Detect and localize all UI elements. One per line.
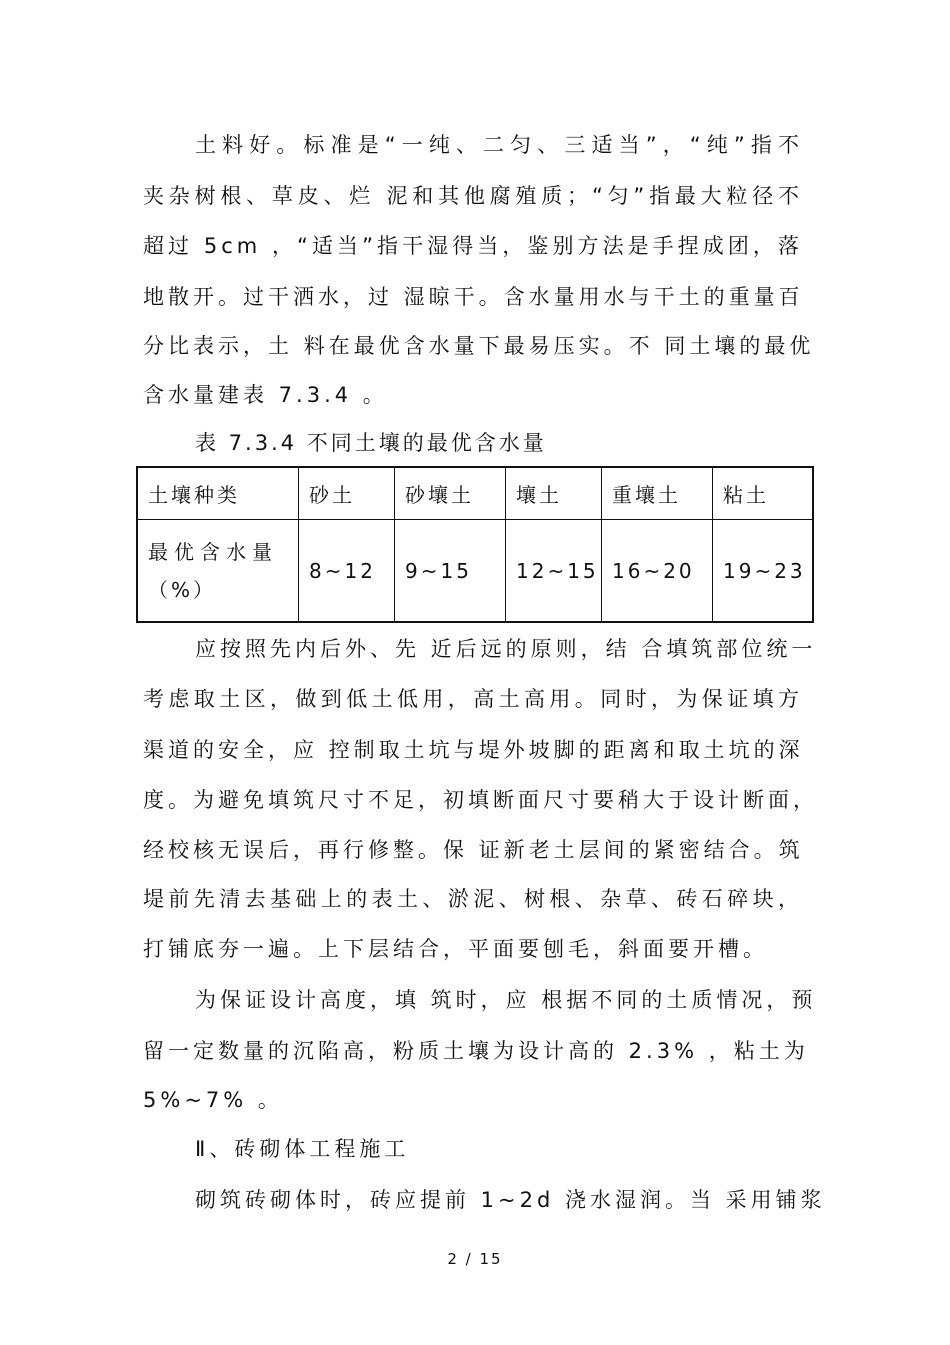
header-cell: 粘土 bbox=[713, 467, 814, 520]
paragraph-line: 留一定数量的沉陷高，粉质土壤为设计高的 2.3% ，粘土为 bbox=[143, 1039, 809, 1063]
header-cell: 砂土 bbox=[299, 467, 395, 520]
paragraph-line: 经校核无误后，再行修整。保 证新老土层间的紧密结合。筑 bbox=[143, 838, 804, 862]
value-cell: 9~15 bbox=[395, 520, 506, 623]
paragraph-line: 地散开。过干洒水，过 湿晾干。含水量用水与干土的重量百 bbox=[143, 285, 804, 309]
paragraph-line: 度。为避免填筑尺寸不足，初填断面尺寸要稍大于设计断面， bbox=[143, 788, 818, 812]
paragraph-line: 5%~7% 。 bbox=[143, 1088, 283, 1112]
paragraph-line: 超过 5cm ，“适当”指干湿得当，鉴别方法是手捏成团，落 bbox=[143, 234, 803, 258]
paragraph-line: 土料好。标准是“一纯、二匀、三适当”，“纯”指不 bbox=[195, 133, 803, 157]
header-cell: 土壤种类 bbox=[137, 467, 299, 520]
paragraph-line: 砌筑砖砌体时，砖应提前 1~2d 浇水湿润。当 采用铺浆 bbox=[195, 1188, 826, 1212]
header-cell: 砂壤土 bbox=[395, 467, 506, 520]
row-label: 最优含水量 bbox=[148, 539, 278, 564]
value-cell: 16~20 bbox=[602, 520, 713, 623]
paragraph-line: 渠道的安全，应 控制取土坑与堤外坡脚的距离和取土坑的深 bbox=[143, 738, 804, 762]
section-heading: Ⅱ、砖砌体工程施工 bbox=[195, 1137, 410, 1161]
paragraph-line: 分比表示，土 料在最优含水量下最易压实。不 同土壤的最优 bbox=[143, 334, 815, 358]
page-number: 2 / 15 bbox=[447, 1250, 503, 1268]
value-cell: 12~15 bbox=[506, 520, 602, 623]
header-cell: 壤土 bbox=[506, 467, 602, 520]
table-row bbox=[137, 520, 813, 623]
paragraph-line: 打铺底夯一遍。上下层结合，平面要刨毛，斜面要开槽。 bbox=[143, 937, 768, 961]
paragraph-line: 堤前先清去基础上的表土、淤泥、树根、杂草、砖石碎块， bbox=[143, 887, 803, 911]
header-cell: 重壤土 bbox=[602, 467, 713, 520]
paragraph-line: 应按照先内后外、先 近后远的原则，结 合填筑部位统一 bbox=[195, 637, 817, 661]
paragraph-line: 含水量建表 7.3.4 。 bbox=[143, 383, 388, 407]
moisture-table bbox=[136, 466, 814, 623]
table-caption: 表 7.3.4 不同土壤的最优含水量 bbox=[195, 431, 547, 455]
table-header-row bbox=[137, 467, 813, 520]
paragraph-line: 为保证设计高度，填 筑时，应 根据不同的土质情况，预 bbox=[195, 988, 817, 1012]
value-cell: 19~23 bbox=[713, 520, 814, 623]
row-label-cell bbox=[137, 520, 299, 623]
row-label-unit: （%） bbox=[148, 577, 217, 602]
paragraph-line: 考虑取土区，做到低土低用，高土高用。同时，为保证填方 bbox=[143, 687, 803, 711]
value-cell: 8~12 bbox=[299, 520, 395, 623]
paragraph-line: 夹杂树根、草皮、烂 泥和其他腐殖质；“匀”指最大粒径不 bbox=[143, 184, 803, 208]
